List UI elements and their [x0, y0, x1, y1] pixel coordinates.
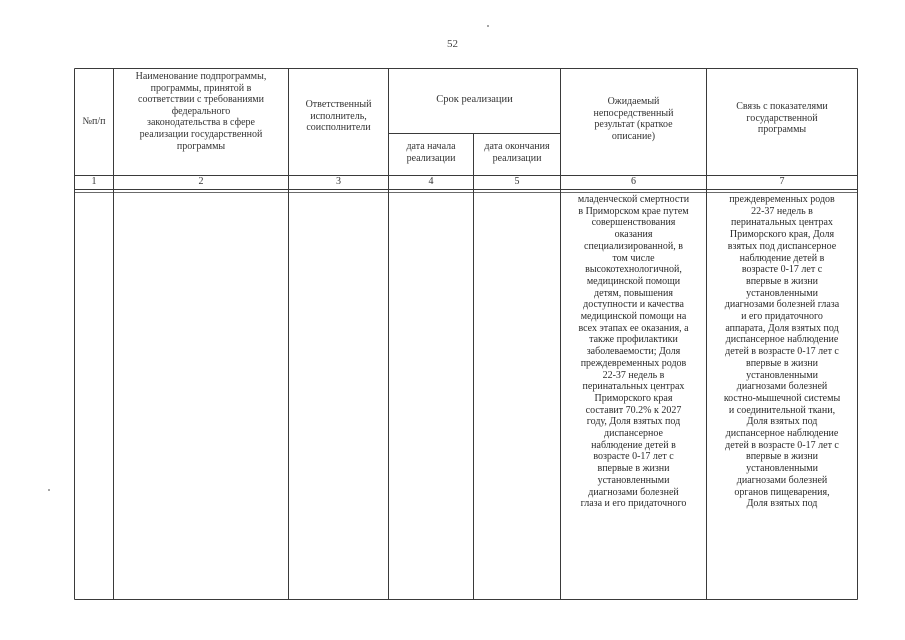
cell-line: оказания — [614, 229, 653, 241]
header-col-number: №п/п — [82, 116, 106, 127]
header-line: реализации государственной — [139, 128, 263, 140]
header-line: соответствии с требованиями — [138, 94, 264, 106]
cell-line: возрасте 0-17 лет с — [593, 451, 674, 463]
column-number: 2 — [198, 176, 204, 187]
cell-line: детей в возрасте 0-17 лет с — [725, 346, 839, 358]
cell-line: всех этапах ее оказания, а — [578, 322, 689, 334]
cell-line: детям, повышения — [594, 287, 673, 299]
header-line: результат (краткое — [594, 119, 673, 131]
cell-line: наблюдение детей в — [739, 252, 825, 264]
cell-line: установленными — [746, 287, 818, 299]
header-line: соисполнители — [306, 122, 371, 134]
header-responsible — [289, 99, 388, 134]
cell-line: медицинской помощи на — [580, 311, 687, 323]
cell-line: том числе — [612, 252, 655, 264]
cell-line: преждевременных родов — [729, 194, 835, 205]
expected-result-cell — [561, 194, 706, 510]
cell-line: и соединительной ткани, — [728, 404, 836, 416]
cell-line: аппарата, Доля взятых под — [725, 322, 839, 334]
indicator-link-cell — [707, 194, 857, 510]
cell-line: диспансерное наблюдение — [725, 428, 839, 440]
cell-line: преждевременных родов — [580, 357, 687, 369]
header-line: дата начала — [406, 141, 456, 152]
cell-line: доступности и качества — [583, 299, 684, 311]
cell-line: высокотехнологичной, — [585, 264, 682, 276]
header-line: государственной — [746, 112, 818, 124]
header-subprogram-name — [114, 71, 288, 152]
cell-line: перинатальных центрах — [582, 381, 685, 393]
header-end-date — [474, 141, 560, 164]
cell-line: впервые в жизни — [745, 357, 819, 369]
cell-line: заболеваемости; Доля — [586, 346, 681, 358]
header-line: программы — [757, 124, 807, 136]
header-line: Наименование подпрограммы, — [135, 71, 267, 82]
cell-line: установленными — [746, 463, 818, 475]
header-indicator-link — [707, 101, 857, 136]
cell-line: впервые в жизни — [597, 463, 670, 475]
cell-line: году, Доля взятых под — [586, 416, 681, 428]
header-line: реализации — [492, 152, 542, 164]
cell-line: диагнозами болезней глаза — [724, 299, 840, 311]
header-line: федерального — [171, 105, 231, 117]
cell-line: глаза и его придаточного — [580, 498, 687, 510]
cell-line: диспансерное — [604, 428, 663, 440]
cell-line: перинатальных центрах — [731, 217, 833, 229]
cell-line: диагнозами болезней — [736, 381, 828, 393]
cell-line: младенческой смертности — [577, 194, 690, 205]
header-line: описание) — [611, 130, 656, 142]
header-line: Связь с показателями — [736, 101, 828, 112]
header-line: реализации — [406, 152, 456, 164]
cell-line: возрасте 0-17 лет с — [741, 264, 823, 276]
header-line: Ожидаемый — [607, 96, 660, 107]
cell-line: Приморского края, Доля — [729, 229, 835, 241]
header-line: Ответственный — [305, 99, 372, 110]
header-line: непосредственный — [593, 107, 674, 119]
cell-line: диспансерное наблюдение — [725, 334, 839, 346]
cell-line: медицинской помощи — [586, 275, 681, 287]
column-number: 6 — [631, 176, 636, 187]
column-number: 7 — [779, 176, 785, 187]
page-number: 52 — [447, 38, 458, 50]
cell-line: также профилактики — [589, 334, 678, 346]
cell-line: 22-37 недель в — [602, 369, 665, 381]
column-number: 1 — [91, 176, 97, 187]
cell-line: совершенствования — [591, 217, 676, 229]
header-line: программы — [176, 140, 226, 152]
header-expected-result — [561, 96, 706, 142]
cell-line: составит 70.2% к 2027 — [585, 404, 682, 416]
cell-line: Доля взятых под — [746, 416, 818, 428]
header-line: исполнитель, — [310, 110, 367, 122]
cell-line: диагнозами болезней — [736, 474, 828, 486]
cell-line: специализированной, в — [584, 240, 683, 252]
cell-line: наблюдение детей в — [591, 439, 676, 451]
cell-line: впервые в жизни — [745, 275, 819, 287]
cell-line: впервые в жизни — [745, 451, 819, 463]
header-start-date — [389, 141, 473, 164]
column-number: 4 — [428, 176, 434, 187]
column-number: 3 — [336, 176, 341, 187]
cell-line: Приморского края — [594, 392, 673, 404]
header-line: дата окончания — [484, 141, 550, 152]
cell-line: и его придаточного — [741, 311, 823, 323]
cell-line: диагнозами болезней — [588, 486, 679, 498]
cell-line: костно-мышечной системы — [723, 392, 841, 404]
cell-line: взятых под диспансерное — [727, 240, 837, 252]
cell-line: Доля взятых под — [746, 498, 818, 510]
cell-line: органов пищеварения, — [734, 486, 830, 498]
header-term-group: Срок реализации — [436, 94, 513, 105]
cell-line: в Приморском крае путем — [578, 205, 689, 217]
cell-line: 22-37 недель в — [751, 205, 813, 217]
header-line: законодательства в сфере — [147, 117, 255, 129]
cell-line: детей в возрасте 0-17 лет с — [725, 439, 839, 451]
cell-line: установленными — [746, 369, 818, 381]
column-number: 5 — [514, 176, 520, 187]
cell-line: установленными — [597, 474, 670, 486]
header-line: программы, принятой в — [150, 82, 252, 94]
